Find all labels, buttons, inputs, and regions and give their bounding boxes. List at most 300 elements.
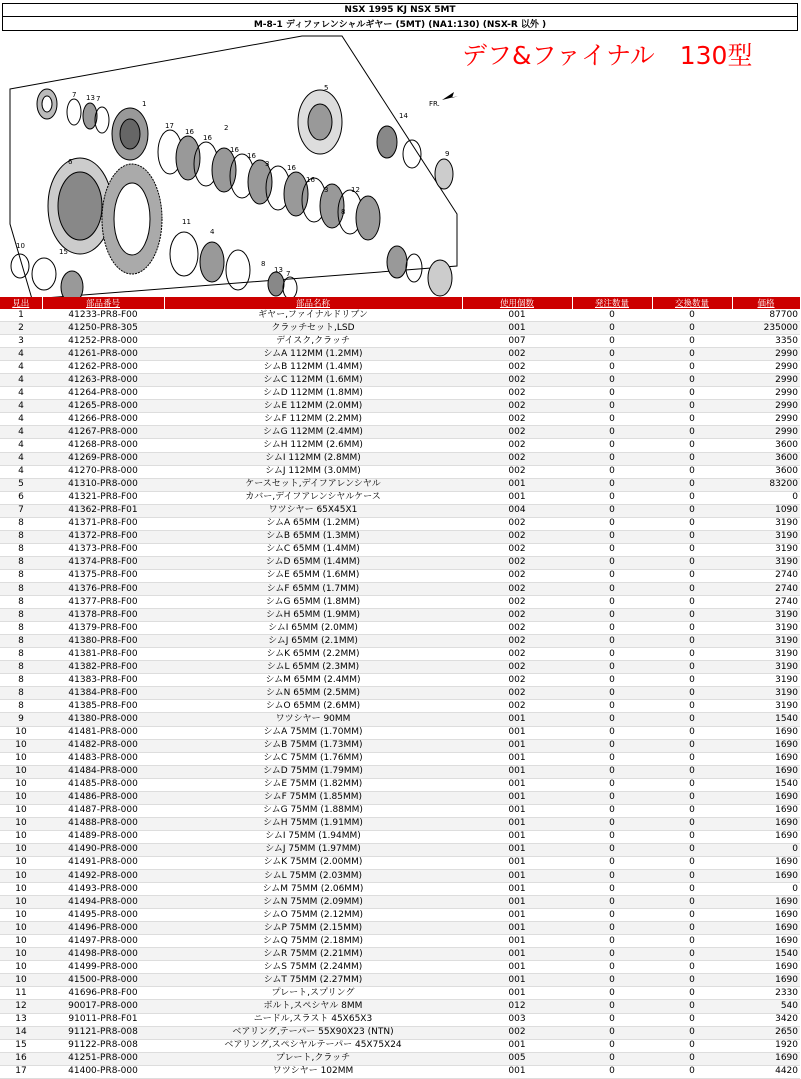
lsd-unit <box>112 108 148 160</box>
price-cell: 2330 <box>732 987 800 1000</box>
quantity-used-cell: 002 <box>462 400 572 413</box>
part-number-cell: 41385-PR8-F00 <box>42 700 164 713</box>
col-header-ref[interactable]: 見出 <box>0 297 42 309</box>
quantity-used-cell: 001 <box>462 961 572 974</box>
order-quantity-cell: 0 <box>572 622 652 635</box>
quantity-used-cell: 001 <box>462 817 572 830</box>
table-row <box>0 504 800 517</box>
table-row <box>0 674 800 687</box>
price-cell: 2990 <box>732 374 800 387</box>
table-row <box>0 413 800 426</box>
price-cell: 3600 <box>732 465 800 478</box>
quantity-used-cell: 001 <box>462 752 572 765</box>
exchange-quantity-cell: 0 <box>652 635 732 648</box>
part-number-cell: 41321-PR8-F00 <box>42 491 164 504</box>
price-cell: 1690 <box>732 739 800 752</box>
ref-cell: 10 <box>0 909 42 922</box>
fr-arrow <box>429 92 458 108</box>
table-row <box>0 843 800 856</box>
part-name-cell: シムL 65MM (2.3MM) <box>164 661 462 674</box>
part-number-cell: 41491-PR8-000 <box>42 856 164 869</box>
part-name-cell: シムE 75MM (1.82MM) <box>164 778 462 791</box>
part-name-cell: シムI 75MM (1.94MM) <box>164 830 462 843</box>
col-header-quantity-used[interactable]: 使用個数 <box>462 297 572 309</box>
order-quantity-cell: 0 <box>572 804 652 817</box>
quantity-used-cell: 002 <box>462 700 572 713</box>
order-quantity-cell: 0 <box>572 478 652 491</box>
callout-label: 16 <box>185 128 194 136</box>
part-number-cell: 41264-PR8-000 <box>42 387 164 400</box>
callout-label: 4 <box>210 228 215 236</box>
price-cell: 1690 <box>732 1052 800 1065</box>
callout-label: 14 <box>399 112 408 120</box>
ref-cell: 10 <box>0 856 42 869</box>
ref-cell: 4 <box>0 387 42 400</box>
quantity-used-cell: 002 <box>462 661 572 674</box>
table-row <box>0 948 800 961</box>
table-row <box>0 791 800 804</box>
ring-gear <box>48 158 162 274</box>
order-quantity-cell: 0 <box>572 1039 652 1052</box>
part-number-cell: 41486-PR8-000 <box>42 791 164 804</box>
price-cell: 2740 <box>732 569 800 582</box>
exchange-quantity-cell: 0 <box>652 596 732 609</box>
exchange-quantity-cell: 0 <box>652 700 732 713</box>
part-number-cell: 41384-PR8-F00 <box>42 687 164 700</box>
quantity-used-cell: 002 <box>462 635 572 648</box>
quantity-used-cell: 001 <box>462 491 572 504</box>
part-name-cell: プレート,スプリング <box>164 987 462 1000</box>
quantity-used-cell: 001 <box>462 478 572 491</box>
order-quantity-cell: 0 <box>572 778 652 791</box>
price-cell: 3190 <box>732 661 800 674</box>
callout-label: 15 <box>59 248 68 256</box>
table-row <box>0 700 800 713</box>
part-number-cell: 41494-PR8-000 <box>42 896 164 909</box>
quantity-used-cell: 007 <box>462 335 572 348</box>
price-cell: 1690 <box>732 974 800 987</box>
part-name-cell: シムF 75MM (1.85MM) <box>164 791 462 804</box>
quantity-used-cell: 002 <box>462 622 572 635</box>
callout-label: 8 <box>261 260 266 268</box>
part-name-cell: シムE 112MM (2.0MM) <box>164 400 462 413</box>
part-number-cell: 91122-PR8-008 <box>42 1039 164 1052</box>
table-row <box>0 896 800 909</box>
price-cell: 0 <box>732 843 800 856</box>
order-quantity-cell: 0 <box>572 309 652 322</box>
part-name-cell: シムC 112MM (1.6MM) <box>164 374 462 387</box>
quantity-used-cell: 002 <box>462 517 572 530</box>
order-quantity-cell: 0 <box>572 439 652 452</box>
callout-label: 10 <box>16 242 25 250</box>
part-number-cell: 41262-PR8-000 <box>42 361 164 374</box>
part-name-cell: シムG 75MM (1.88MM) <box>164 804 462 817</box>
exchange-quantity-cell: 0 <box>652 622 732 635</box>
table-row <box>0 1065 800 1078</box>
part-number-cell: 41362-PR8-F01 <box>42 504 164 517</box>
table-row <box>0 465 800 478</box>
ref-cell: 2 <box>0 322 42 335</box>
col-header-order-quantity[interactable]: 発注数量 <box>572 297 652 309</box>
part-number-cell: 41482-PR8-000 <box>42 739 164 752</box>
exchange-quantity-cell: 0 <box>652 804 732 817</box>
callout-label: 7 <box>96 95 101 103</box>
exchange-quantity-cell: 0 <box>652 465 732 478</box>
part-number-cell: 41497-PR8-000 <box>42 935 164 948</box>
part-number-cell: 41498-PR8-000 <box>42 948 164 961</box>
callout-label: 8 <box>341 208 346 216</box>
price-cell: 2990 <box>732 426 800 439</box>
table-row <box>0 478 800 491</box>
part-name-cell: シムD 65MM (1.4MM) <box>164 556 462 569</box>
callout-label: 16 <box>247 152 256 160</box>
price-cell: 1690 <box>732 856 800 869</box>
part-name-cell: ベアリング,テーパー 55X90X23 (NTN) <box>164 1026 462 1039</box>
exchange-quantity-cell: 0 <box>652 1013 732 1026</box>
part-number-cell: 41490-PR8-000 <box>42 843 164 856</box>
table-row <box>0 1000 800 1013</box>
part-number-cell: 41484-PR8-000 <box>42 765 164 778</box>
exchange-quantity-cell: 0 <box>652 752 732 765</box>
ref-cell: 8 <box>0 700 42 713</box>
table-row <box>0 374 800 387</box>
price-cell: 1690 <box>732 961 800 974</box>
ref-cell: 10 <box>0 752 42 765</box>
part-number-cell: 41383-PR8-F00 <box>42 674 164 687</box>
order-quantity-cell: 0 <box>572 974 652 987</box>
price-cell: 1690 <box>732 830 800 843</box>
price-cell: 540 <box>732 1000 800 1013</box>
order-quantity-cell: 0 <box>572 896 652 909</box>
callout-label: 5 <box>324 84 329 92</box>
quantity-used-cell: 001 <box>462 870 572 883</box>
order-quantity-cell: 0 <box>572 961 652 974</box>
ref-cell: 15 <box>0 1039 42 1052</box>
exchange-quantity-cell: 0 <box>652 335 732 348</box>
quantity-used-cell: 002 <box>462 387 572 400</box>
price-cell: 1690 <box>732 909 800 922</box>
price-cell: 3190 <box>732 530 800 543</box>
table-row <box>0 909 800 922</box>
ref-cell: 4 <box>0 374 42 387</box>
ref-cell: 10 <box>0 739 42 752</box>
callout-label: 13 <box>86 94 95 102</box>
price-cell: 1690 <box>732 791 800 804</box>
ref-cell: 8 <box>0 543 42 556</box>
part-number-cell: 41310-PR8-000 <box>42 478 164 491</box>
exchange-quantity-cell: 0 <box>652 309 732 322</box>
header-vehicle: NSX 1995 KJ NSX 5MT <box>3 4 798 17</box>
quantity-used-cell: 012 <box>462 1000 572 1013</box>
table-row <box>0 517 800 530</box>
table-row <box>0 309 800 322</box>
part-number-cell: 41371-PR8-F00 <box>42 517 164 530</box>
exchange-quantity-cell: 0 <box>652 478 732 491</box>
table-row <box>0 361 800 374</box>
price-cell: 87700 <box>732 309 800 322</box>
part-number-cell: 41252-PR8-000 <box>42 335 164 348</box>
ref-cell: 10 <box>0 791 42 804</box>
table-row <box>0 987 800 1000</box>
table-row <box>0 1052 800 1065</box>
order-quantity-cell: 0 <box>572 843 652 856</box>
parts-diagram <box>2 34 798 289</box>
part-number-cell: 41265-PR8-000 <box>42 400 164 413</box>
ref-cell: 8 <box>0 661 42 674</box>
price-cell: 1090 <box>732 504 800 517</box>
order-quantity-cell: 0 <box>572 948 652 961</box>
exchange-quantity-cell: 0 <box>652 961 732 974</box>
exchange-quantity-cell: 0 <box>652 491 732 504</box>
part-number-cell: 41377-PR8-F00 <box>42 596 164 609</box>
price-cell: 2650 <box>732 1026 800 1039</box>
part-name-cell: シムG 65MM (1.8MM) <box>164 596 462 609</box>
quantity-used-cell: 001 <box>462 765 572 778</box>
part-name-cell: デイスク,クラッチ <box>164 335 462 348</box>
part-name-cell: シムD 75MM (1.79MM) <box>164 765 462 778</box>
part-name-cell: シムH 75MM (1.91MM) <box>164 817 462 830</box>
table-row <box>0 922 800 935</box>
ref-cell: 10 <box>0 974 42 987</box>
quantity-used-cell: 003 <box>462 1013 572 1026</box>
exchange-quantity-cell: 0 <box>652 883 732 896</box>
exchange-quantity-cell: 0 <box>652 1026 732 1039</box>
table-row <box>0 609 800 622</box>
quantity-used-cell: 001 <box>462 896 572 909</box>
part-number-cell: 41266-PR8-000 <box>42 413 164 426</box>
part-name-cell: シムJ 65MM (2.1MM) <box>164 635 462 648</box>
table-row <box>0 596 800 609</box>
order-quantity-cell: 0 <box>572 909 652 922</box>
table-row <box>0 582 800 595</box>
part-number-cell: 41500-PR8-000 <box>42 974 164 987</box>
ref-cell: 9 <box>0 713 42 726</box>
ref-cell: 10 <box>0 804 42 817</box>
quantity-used-cell: 002 <box>462 348 572 361</box>
part-number-cell: 41381-PR8-F00 <box>42 648 164 661</box>
order-quantity-cell: 0 <box>572 582 652 595</box>
ref-cell: 8 <box>0 569 42 582</box>
quantity-used-cell: 002 <box>462 556 572 569</box>
table-row <box>0 883 800 896</box>
table-row <box>0 687 800 700</box>
order-quantity-cell: 0 <box>572 856 652 869</box>
price-cell: 1690 <box>732 752 800 765</box>
order-quantity-cell: 0 <box>572 752 652 765</box>
price-cell: 0 <box>732 883 800 896</box>
order-quantity-cell: 0 <box>572 674 652 687</box>
order-quantity-cell: 0 <box>572 870 652 883</box>
part-name-cell: シムP 75MM (2.15MM) <box>164 922 462 935</box>
parts-table <box>0 297 801 1079</box>
col-header-part-name[interactable]: 部品名称 <box>164 297 462 309</box>
order-quantity-cell: 0 <box>572 530 652 543</box>
ref-cell: 4 <box>0 400 42 413</box>
quantity-used-cell: 002 <box>462 361 572 374</box>
part-number-cell: 41493-PR8-000 <box>42 883 164 896</box>
price-cell: 1690 <box>732 765 800 778</box>
ref-cell: 17 <box>0 1065 42 1078</box>
part-number-cell: 41481-PR8-000 <box>42 726 164 739</box>
ref-cell: 12 <box>0 1000 42 1013</box>
order-quantity-cell: 0 <box>572 1026 652 1039</box>
price-cell: 4420 <box>732 1065 800 1078</box>
table-row <box>0 961 800 974</box>
part-name-cell: シムC 65MM (1.4MM) <box>164 543 462 556</box>
callout-label: 12 <box>351 186 360 194</box>
table-row <box>0 439 800 452</box>
part-name-cell: シムA 65MM (1.2MM) <box>164 517 462 530</box>
table-row <box>0 530 800 543</box>
quantity-used-cell: 002 <box>462 452 572 465</box>
quantity-used-cell: 001 <box>462 713 572 726</box>
ref-cell: 8 <box>0 687 42 700</box>
part-name-cell: シムK 75MM (2.00MM) <box>164 856 462 869</box>
exchange-quantity-cell: 0 <box>652 687 732 700</box>
order-quantity-cell: 0 <box>572 543 652 556</box>
ref-cell: 4 <box>0 413 42 426</box>
order-quantity-cell: 0 <box>572 374 652 387</box>
price-cell: 1540 <box>732 778 800 791</box>
part-number-cell: 41375-PR8-F00 <box>42 569 164 582</box>
table-body <box>0 309 800 1078</box>
table-row <box>0 622 800 635</box>
ref-cell: 6 <box>0 491 42 504</box>
exchange-quantity-cell: 0 <box>652 387 732 400</box>
ref-cell: 4 <box>0 348 42 361</box>
quantity-used-cell: 001 <box>462 830 572 843</box>
part-name-cell: シムC 75MM (1.76MM) <box>164 752 462 765</box>
quantity-used-cell: 001 <box>462 948 572 961</box>
part-number-cell: 41483-PR8-000 <box>42 752 164 765</box>
callout-label: 16 <box>306 176 315 184</box>
quantity-used-cell: 001 <box>462 909 572 922</box>
ref-cell: 16 <box>0 1052 42 1065</box>
order-quantity-cell: 0 <box>572 322 652 335</box>
exchange-quantity-cell: 0 <box>652 439 732 452</box>
ref-cell: 4 <box>0 439 42 452</box>
ref-cell: 8 <box>0 609 42 622</box>
price-cell: 3190 <box>732 543 800 556</box>
ref-cell: 8 <box>0 622 42 635</box>
ref-cell: 11 <box>0 987 42 1000</box>
ref-cell: 8 <box>0 635 42 648</box>
table-row <box>0 387 800 400</box>
order-quantity-cell: 0 <box>572 426 652 439</box>
part-name-cell: シムO 65MM (2.6MM) <box>164 700 462 713</box>
table-row <box>0 870 800 883</box>
exchange-quantity-cell: 0 <box>652 569 732 582</box>
exchange-quantity-cell: 0 <box>652 452 732 465</box>
price-cell: 3190 <box>732 622 800 635</box>
part-name-cell: シムG 112MM (2.4MM) <box>164 426 462 439</box>
part-name-cell: ワツシヤー 65X45X1 <box>164 504 462 517</box>
order-quantity-cell: 0 <box>572 569 652 582</box>
exchange-quantity-cell: 0 <box>652 922 732 935</box>
ref-cell: 10 <box>0 830 42 843</box>
part-name-cell: シムR 75MM (2.21MM) <box>164 948 462 961</box>
part-number-cell: 41261-PR8-000 <box>42 348 164 361</box>
exchange-quantity-cell: 0 <box>652 974 732 987</box>
part-name-cell: シムN 75MM (2.09MM) <box>164 896 462 909</box>
col-header-part-number[interactable]: 部品番号 <box>42 297 164 309</box>
price-cell: 1690 <box>732 922 800 935</box>
price-cell: 1690 <box>732 896 800 909</box>
part-number-cell: 41496-PR8-000 <box>42 922 164 935</box>
ref-cell: 8 <box>0 648 42 661</box>
exchange-quantity-cell: 0 <box>652 1065 732 1078</box>
col-header-price[interactable]: 価格 <box>732 297 800 309</box>
exchange-quantity-cell: 0 <box>652 504 732 517</box>
part-name-cell: シムB 75MM (1.73MM) <box>164 739 462 752</box>
table-row <box>0 830 800 843</box>
part-name-cell: プレート,クラッチ <box>164 1052 462 1065</box>
exchange-quantity-cell: 0 <box>652 948 732 961</box>
price-cell: 2990 <box>732 348 800 361</box>
table-row <box>0 1026 800 1039</box>
part-number-cell: 41379-PR8-F00 <box>42 622 164 635</box>
table-row <box>0 752 800 765</box>
part-number-cell: 41251-PR8-000 <box>42 1052 164 1065</box>
price-cell: 1690 <box>732 726 800 739</box>
quantity-used-cell: 002 <box>462 569 572 582</box>
callout-label: 1 <box>142 100 147 108</box>
part-number-cell: 41487-PR8-000 <box>42 804 164 817</box>
table-row <box>0 856 800 869</box>
exploded-view-drawing <box>2 34 798 289</box>
part-number-cell: 90017-PR8-000 <box>42 1000 164 1013</box>
quantity-used-cell: 002 <box>462 674 572 687</box>
price-cell: 3190 <box>732 687 800 700</box>
exchange-quantity-cell: 0 <box>652 530 732 543</box>
callout-label: 2 <box>224 124 229 132</box>
exchange-quantity-cell: 0 <box>652 609 732 622</box>
table-row <box>0 765 800 778</box>
part-name-cell: シムA 112MM (1.2MM) <box>164 348 462 361</box>
quantity-used-cell: 002 <box>462 1026 572 1039</box>
exchange-quantity-cell: 0 <box>652 661 732 674</box>
price-cell: 0 <box>732 491 800 504</box>
exchange-quantity-cell: 0 <box>652 348 732 361</box>
quantity-used-cell: 002 <box>462 648 572 661</box>
col-header-exchange-quantity[interactable]: 交換数量 <box>652 297 732 309</box>
callout-label: 16 <box>230 146 239 154</box>
quantity-used-cell: 002 <box>462 374 572 387</box>
part-name-cell: シムJ 112MM (3.0MM) <box>164 465 462 478</box>
ref-cell: 10 <box>0 948 42 961</box>
exchange-quantity-cell: 0 <box>652 556 732 569</box>
price-cell: 2990 <box>732 413 800 426</box>
price-cell: 3190 <box>732 674 800 687</box>
quantity-used-cell: 001 <box>462 1065 572 1078</box>
part-name-cell: ワツシヤー 90MM <box>164 713 462 726</box>
quantity-used-cell: 005 <box>462 1052 572 1065</box>
price-cell: 3350 <box>732 335 800 348</box>
exchange-quantity-cell: 0 <box>652 713 732 726</box>
price-cell: 1540 <box>732 713 800 726</box>
exchange-quantity-cell: 0 <box>652 543 732 556</box>
callout-label: 7 <box>286 270 291 278</box>
order-quantity-cell: 0 <box>572 1052 652 1065</box>
ref-cell: 10 <box>0 961 42 974</box>
order-quantity-cell: 0 <box>572 883 652 896</box>
order-quantity-cell: 0 <box>572 387 652 400</box>
quantity-used-cell: 002 <box>462 543 572 556</box>
order-quantity-cell: 0 <box>572 922 652 935</box>
order-quantity-cell: 0 <box>572 687 652 700</box>
price-cell: 3190 <box>732 556 800 569</box>
price-cell: 83200 <box>732 478 800 491</box>
